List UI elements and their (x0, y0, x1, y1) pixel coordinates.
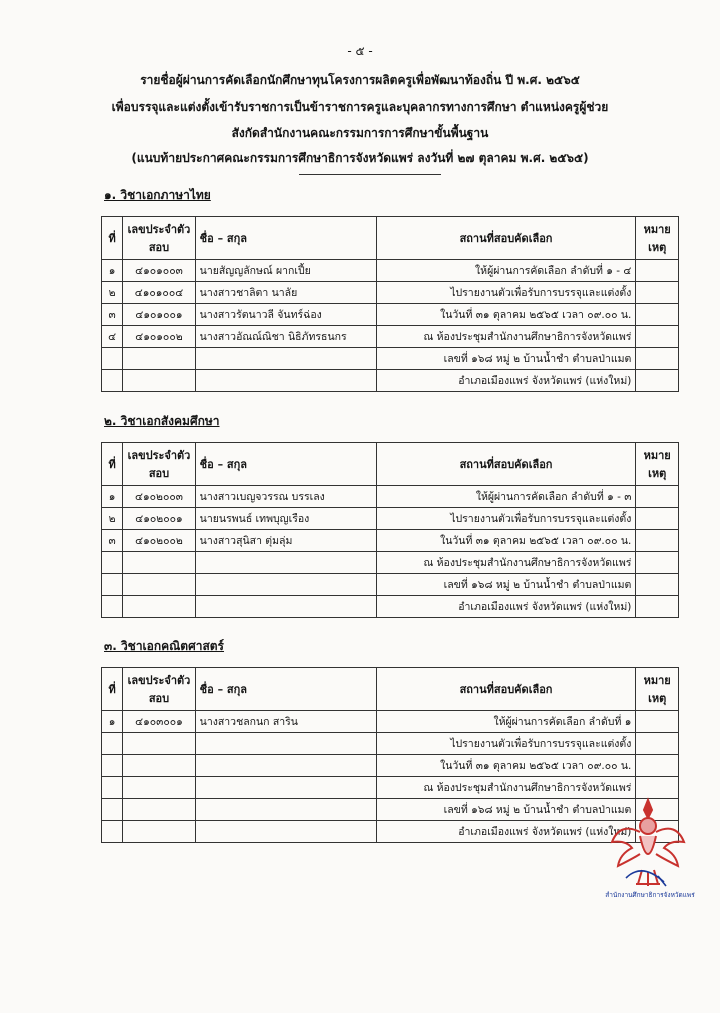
cell-exam-id (123, 799, 195, 821)
cell-place: ณ ห้องประชุมสำนักงานศึกษาธิการจังหวัดแพร่ (376, 326, 636, 348)
cell-no (102, 755, 123, 777)
table-header-row (102, 668, 679, 711)
cell-place: อำเภอเมืองแพร่ จังหวัดแพร่ (แห่งใหม่) (376, 596, 636, 618)
header-remark-text: หมาย (643, 223, 671, 236)
cell-name (195, 799, 376, 821)
candidate-table (101, 442, 679, 618)
cell-remark (636, 348, 679, 370)
cell-place: ไปรายงานตัวเพื่อรับการบรรจุและแต่งตั้ง (376, 508, 636, 530)
cell-exam-id (123, 733, 195, 755)
header-place (376, 668, 636, 711)
cell-exam-id (123, 370, 195, 392)
cell-no: ๒ (102, 282, 123, 304)
table-row (102, 777, 679, 799)
header-exam-id-text: สอบ (148, 241, 170, 254)
title-underline (299, 174, 441, 175)
page-number: - ๕ - (347, 44, 373, 58)
cell-no: ๑ (102, 486, 123, 508)
table-row (102, 282, 679, 304)
cell-place: ให้ผู้ผ่านการคัดเลือก ลำดับที่ ๑ - ๓ (376, 486, 636, 508)
cell-place: ณ ห้องประชุมสำนักงานศึกษาธิการจังหวัดแพร่ (376, 552, 636, 574)
table-row (102, 530, 679, 552)
table-row (102, 574, 679, 596)
cell-exam-id: ๔๑๐๑๐๐๒ (123, 326, 195, 348)
cell-name: นายนรพนธ์ เทพบุญเรือง (195, 508, 376, 530)
header-exam-id-text: เลขประจำตัว (127, 449, 191, 462)
cell-no: ๔ (102, 326, 123, 348)
table-row (102, 260, 679, 282)
cell-exam-id (123, 596, 195, 618)
header-no-text: ที่ (108, 683, 116, 696)
header-remark-text: หมาย (643, 449, 671, 462)
cell-exam-id (123, 755, 195, 777)
cell-exam-id: ๔๑๐๒๐๐๑ (123, 508, 195, 530)
title-line-1: รายชื่อผู้ผ่านการคัดเลือกนักศึกษาทุนโครงการผลิตครูเพื่อพัฒนาท้องถิ่น ปี พ.ศ. ๒๕๖๕ (140, 73, 580, 87)
cell-name: นางสาวเบญจวรรณ บรรเลง (195, 486, 376, 508)
header-place (376, 217, 636, 260)
cell-no (102, 799, 123, 821)
table-row (102, 304, 679, 326)
header-exam-id-text: เลขประจำตัว (127, 223, 191, 236)
header-remark (636, 217, 679, 260)
cell-name: นางสาวอัณณ์ณิชา นิธิภัทรธนกร (195, 326, 376, 348)
cell-remark (636, 574, 679, 596)
table-row (102, 596, 679, 618)
header-name-text: ชื่อ – สกุล (199, 232, 248, 245)
table-header-row (102, 217, 679, 260)
cell-place: ให้ผู้ผ่านการคัดเลือก ลำดับที่ ๑ (376, 711, 636, 733)
garuda-seal-icon (606, 792, 690, 898)
header-remark-text: หมาย (643, 674, 671, 687)
cell-no (102, 596, 123, 618)
header-remark (636, 668, 679, 711)
header-no (102, 668, 123, 711)
header-no (102, 217, 123, 260)
header-remark-text: เหตุ (648, 467, 667, 480)
cell-exam-id: ๔๑๐๒๐๐๓ (123, 486, 195, 508)
table-row (102, 799, 679, 821)
header-exam-id-text: เลขประจำตัว (127, 674, 191, 687)
table-row (102, 755, 679, 777)
header-place-text: สถานที่สอบคัดเลือก (459, 458, 553, 471)
section-heading: ๒. วิชาเอกสังคมศึกษา (104, 414, 220, 428)
header-remark-text: เหตุ (648, 692, 667, 705)
header-place-text: สถานที่สอบคัดเลือก (459, 683, 553, 696)
cell-place: ณ ห้องประชุมสำนักงานศึกษาธิการจังหวัดแพร่ (376, 777, 636, 799)
cell-no: ๓ (102, 304, 123, 326)
table-header-row (102, 443, 679, 486)
cell-exam-id (123, 574, 195, 596)
cell-exam-id (123, 552, 195, 574)
cell-name (195, 821, 376, 843)
cell-remark (636, 733, 679, 755)
table-row (102, 508, 679, 530)
header-no (102, 443, 123, 486)
cell-exam-id: ๔๑๐๑๐๐๔ (123, 282, 195, 304)
cell-place: เลขที่ ๑๖๘ หมู่ ๒ บ้านน้ำชำ ตำบลป่าแมต (376, 574, 636, 596)
cell-exam-id: ๔๑๐๒๐๐๒ (123, 530, 195, 552)
cell-exam-id (123, 821, 195, 843)
cell-remark (636, 552, 679, 574)
cell-name: นางสาวรัตนาวลี จันทร์ฉ่อง (195, 304, 376, 326)
header-exam-id-text: สอบ (148, 467, 170, 480)
header-place (376, 443, 636, 486)
cell-remark (636, 260, 679, 282)
cell-no: ๓ (102, 530, 123, 552)
cell-exam-id (123, 777, 195, 799)
cell-remark (636, 530, 679, 552)
title-line-4: (แนบท้ายประกาศคณะกรรมการศึกษาธิการจังหวัดแพร่ ลงวันที่ ๒๗ ตุลาคม พ.ศ. ๒๕๖๕) (131, 151, 589, 165)
cell-exam-id (123, 348, 195, 370)
cell-name (195, 552, 376, 574)
cell-no: ๑ (102, 260, 123, 282)
table-row (102, 486, 679, 508)
cell-name: นายสัญญลักษณ์ ผากเปี้ย (195, 260, 376, 282)
header-name (195, 668, 376, 711)
cell-name: นางสาวสุนิสา ตุ่มลุ่ม (195, 530, 376, 552)
table-row (102, 370, 679, 392)
cell-place: ในวันที่ ๓๑ ตุลาคม ๒๕๖๕ เวลา ๐๙.๐๐ น. (376, 755, 636, 777)
cell-remark (636, 304, 679, 326)
cell-remark (636, 486, 679, 508)
header-place-text: สถานที่สอบคัดเลือก (459, 232, 553, 245)
cell-place: ในวันที่ ๓๑ ตุลาคม ๒๕๖๕ เวลา ๐๙.๐๐ น. (376, 304, 636, 326)
cell-no (102, 821, 123, 843)
cell-name (195, 348, 376, 370)
header-no-text: ที่ (108, 458, 116, 471)
cell-no (102, 777, 123, 799)
cell-no (102, 370, 123, 392)
header-name (195, 217, 376, 260)
cell-place: ไปรายงานตัวเพื่อรับการบรรจุและแต่งตั้ง (376, 733, 636, 755)
header-name-text: ชื่อ – สกุล (199, 683, 248, 696)
header-no-text: ที่ (108, 232, 116, 245)
cell-place: เลขที่ ๑๖๘ หมู่ ๒ บ้านน้ำชำ ตำบลป่าแมต (376, 348, 636, 370)
cell-remark (636, 508, 679, 530)
title-line-2: เพื่อบรรจุและแต่งตั้งเข้ารับราชการเป็นข้าราชการครูและบุคลากรทางการศึกษา ตำแหน่งครูผู้ช่วย (111, 100, 609, 114)
header-name (195, 443, 376, 486)
candidate-table (101, 216, 679, 392)
cell-place: อำเภอเมืองแพร่ จังหวัดแพร่ (แห่งใหม่) (376, 821, 636, 843)
cell-remark (636, 370, 679, 392)
header-remark (636, 443, 679, 486)
cell-name: นางสาวชาลิตา นาลัย (195, 282, 376, 304)
cell-place: ให้ผู้ผ่านการคัดเลือก ลำดับที่ ๑ - ๔ (376, 260, 636, 282)
title-line-3: สังกัดสำนักงานคณะกรรมการการศึกษาขั้นพื้นฐาน (231, 126, 489, 140)
header-remark-text: เหตุ (648, 241, 667, 254)
cell-exam-id: ๔๑๐๑๐๐๓ (123, 260, 195, 282)
cell-remark (636, 711, 679, 733)
cell-no (102, 348, 123, 370)
cell-place: ไปรายงานตัวเพื่อรับการบรรจุและแต่งตั้ง (376, 282, 636, 304)
header-exam-id (123, 217, 195, 260)
cell-remark (636, 326, 679, 348)
candidate-table (101, 667, 679, 843)
cell-no: ๒ (102, 508, 123, 530)
cell-place: อำเภอเมืองแพร่ จังหวัดแพร่ (แห่งใหม่) (376, 370, 636, 392)
cell-remark (636, 282, 679, 304)
cell-name (195, 574, 376, 596)
cell-exam-id: ๔๑๐๓๐๐๑ (123, 711, 195, 733)
header-name-text: ชื่อ – สกุล (199, 458, 248, 471)
header-exam-id (123, 668, 195, 711)
cell-no: ๑ (102, 711, 123, 733)
table-row (102, 326, 679, 348)
section-heading: ๓. วิชาเอกคณิตศาสตร์ (104, 639, 225, 653)
table-row (102, 733, 679, 755)
cell-no (102, 733, 123, 755)
cell-remark (636, 755, 679, 777)
cell-name (195, 733, 376, 755)
cell-name (195, 370, 376, 392)
table-row (102, 552, 679, 574)
table-row (102, 821, 679, 843)
cell-place: เลขที่ ๑๖๘ หมู่ ๒ บ้านน้ำชำ ตำบลป่าแมต (376, 799, 636, 821)
table-row (102, 348, 679, 370)
cell-no (102, 552, 123, 574)
header-exam-id (123, 443, 195, 486)
cell-no (102, 574, 123, 596)
cell-name (195, 596, 376, 618)
cell-exam-id: ๔๑๐๑๐๐๑ (123, 304, 195, 326)
cell-name: นางสาวชลกนก สาริน (195, 711, 376, 733)
seal-caption: สำนักงานศึกษาธิการจังหวัดแพร่ (605, 891, 695, 899)
section-heading: ๑. วิชาเอกภาษาไทย (104, 188, 211, 202)
cell-name (195, 755, 376, 777)
table-row (102, 711, 679, 733)
cell-remark (636, 596, 679, 618)
header-exam-id-text: สอบ (148, 692, 170, 705)
cell-name (195, 777, 376, 799)
cell-place: ในวันที่ ๓๑ ตุลาคม ๒๕๖๕ เวลา ๐๙.๐๐ น. (376, 530, 636, 552)
